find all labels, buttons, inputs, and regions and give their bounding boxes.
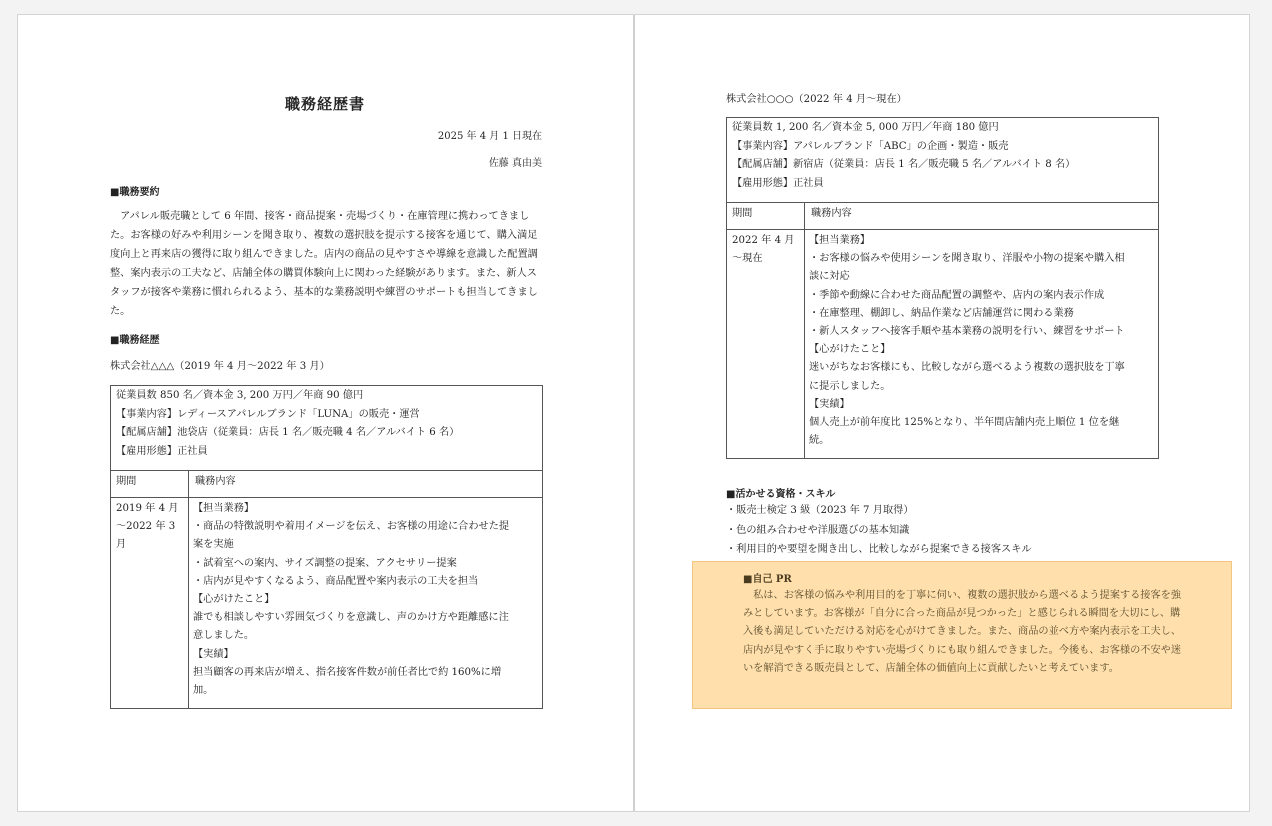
company2-info	[727, 118, 1158, 194]
col-period-header: 期間	[116, 476, 137, 487]
applicant-name: 佐藤 真由美	[488, 158, 542, 169]
table-divider	[727, 202, 1158, 203]
company2-info-line: 【事業内容】アパレルブランド「ABC」の企画・製造・販売	[732, 140, 1009, 152]
duties-line: ・試着室への案内、サイズ調整の提案、アクセサリー提案	[193, 557, 457, 569]
company2-name: 株式会社○○○（2022 年 4 月～現在）	[726, 94, 907, 105]
duties-line: ・商品の特徴説明や着用イメージを伝え、お客様の用途に合わせた提	[193, 521, 510, 533]
company2-info-line: 【雇用形態】正社員	[732, 177, 824, 189]
period-line: 2022 年 4 月	[732, 235, 795, 246]
duties-line: 【実績】	[809, 398, 850, 410]
skill-item: ・利用目的や要望を聞き出し、比較しながら提案できる接客スキル	[726, 544, 1032, 555]
document-spread	[17, 14, 1250, 812]
duties-line: ・店内が見やすくなるよう、商品配置や案内表示の工夫を担当	[193, 575, 479, 587]
duties-line: 案を実施	[193, 539, 234, 551]
period-line: ～現在	[732, 253, 763, 265]
period-cell	[732, 232, 795, 268]
duties-line: 【心がけたこと】	[809, 344, 891, 356]
company2-info-line: 従業員数 1, 200 名／資本金 5, 000 万円／年商 180 億円	[732, 122, 999, 133]
company1-info-line: 【事業内容】レディースアパレルブランド「LUNA」の販売・運営	[116, 408, 420, 420]
table-divider	[111, 470, 542, 471]
duties-line: 誰でも相談しやすい雰囲気づくりを意識し、声のかけ方や距離感に注	[193, 612, 509, 624]
col-duties-header: 職務内容	[811, 208, 852, 219]
self-pr-highlight	[692, 561, 1232, 709]
company1-name: 株式会社△△△（2019 年 4 月～2022 年 3 月）	[110, 361, 330, 372]
duties-line: 【実績】	[193, 648, 234, 660]
page-left	[18, 15, 633, 811]
duties-line: 談に対応	[809, 271, 850, 283]
summary-heading: ■職務要約	[110, 187, 160, 198]
duties-cell	[193, 500, 509, 700]
table-divider	[111, 497, 542, 498]
duties-line: 【心がけたこと】	[193, 594, 275, 606]
company1-table	[110, 385, 543, 709]
skills-heading: ■活かせる資格・スキル	[726, 489, 836, 500]
duties-line: 続。	[809, 435, 830, 447]
company1-info-line: 従業員数 850 名／資本金 3, 200 万円／年商 90 億円	[116, 390, 364, 401]
period-line: ～2022 年 3	[116, 521, 176, 533]
pr-text: 私は、お客様の悩みや利用目的を丁寧に伺い、複数の選択肢から選べるよう提案する接客を強みとしています。お客様が「自分に合った商品が見つかった」と感じられる瞬間を大切にし、購入後も満足していただける対応を心がけてきました。また、商品の並べ方や案内表示を工夫し、店内が見やすく手に取りやすい売場づくりにも取り組んできました。今後も、お客様の不安や迷いを解消できる販売員として、店舗全体の価値向上に貢献したいと考えています。	[743, 590, 1182, 674]
summary-text: アパレル販売職として 6 年間、接客・商品提案・売場づくり・在庫管理に携わってきました。お客様の好みや利用シーンを聞き取り、複数の選択肢を提示する接客を通じて、購入満足度向上と再来店の獲得に取り組んできました。店内の商品の見やすさや導線を意識した配置調整、案内表示の工夫など、店舗全体の購買体験向上に関わった経験があります。また、新人スタッフが接客や業務に慣れられるよう、基本的な業務説明や練習のサポートも担当してきました。	[110, 211, 538, 317]
duties-line: ・新人スタッフへ接客手順や基本業務の説明を行い、練習をサポート	[809, 326, 1125, 338]
duties-line: 担当顧客の再来店が増え、指名接客件数が前任者比で約 160%に増	[193, 666, 502, 678]
company2-info-line: 【配属店舗】新宿店（従業員：店長 1 名／販売職 5 名／アルバイト 8 名）	[732, 159, 1076, 170]
duties-cell	[809, 232, 1125, 450]
duties-line: ・季節や動線に合わせた商品配置の調整や、店内の案内表示作成	[809, 289, 1105, 301]
skill-item: ・色の組み合わせや洋服選びの基本知識	[726, 524, 910, 536]
skill-item: ・販売士検定 3 級（2023 年 7 月取得）	[726, 505, 914, 516]
duties-line: 【担当業務】	[809, 235, 871, 246]
history-heading: ■職務経歴	[110, 335, 160, 346]
duties-line: ・在庫整理、棚卸し、納品作業など店舗運営に関わる業務	[809, 307, 1074, 319]
document-date: 2025 年 4 月 1 日現在	[437, 131, 542, 142]
duties-line: 加。	[193, 685, 214, 697]
duties-line: ・お客様の悩みや使用シーンを聞き取り、洋服や小物の提案や購入相	[809, 253, 1125, 265]
duties-line: 迷いがちなお客様にも、比較しながら選べるよう複数の選択肢を丁寧	[809, 362, 1125, 374]
document-title: 職務経歴書	[284, 95, 365, 113]
table-column-divider	[804, 202, 805, 458]
page-right	[634, 15, 1251, 811]
duties-line: 個人売上が前年度比 125%となり、半年間店舗内売上順位 1 位を継	[809, 417, 1120, 429]
table-divider	[727, 229, 1158, 230]
period-line: 2019 年 4 月	[116, 503, 179, 514]
skills-list	[726, 501, 1032, 560]
period-line: 月	[116, 539, 127, 551]
col-duties-header: 職務内容	[195, 476, 236, 487]
col-period-header: 期間	[732, 208, 753, 219]
company1-info-line: 【雇用形態】正社員	[116, 445, 208, 457]
duties-line: 意しました。	[193, 630, 255, 642]
company1-info-line: 【配属店舗】池袋店（従業員：店長 1 名／販売職 4 名／アルバイト 6 名）	[116, 427, 460, 438]
company1-info	[111, 386, 542, 462]
pr-heading: ■自己 PR	[743, 574, 792, 585]
table-column-divider	[188, 470, 189, 708]
period-cell	[116, 500, 179, 555]
duties-line: 【担当業務】	[193, 503, 255, 514]
duties-line: に提示しました。	[809, 380, 891, 392]
company2-table	[726, 117, 1159, 459]
